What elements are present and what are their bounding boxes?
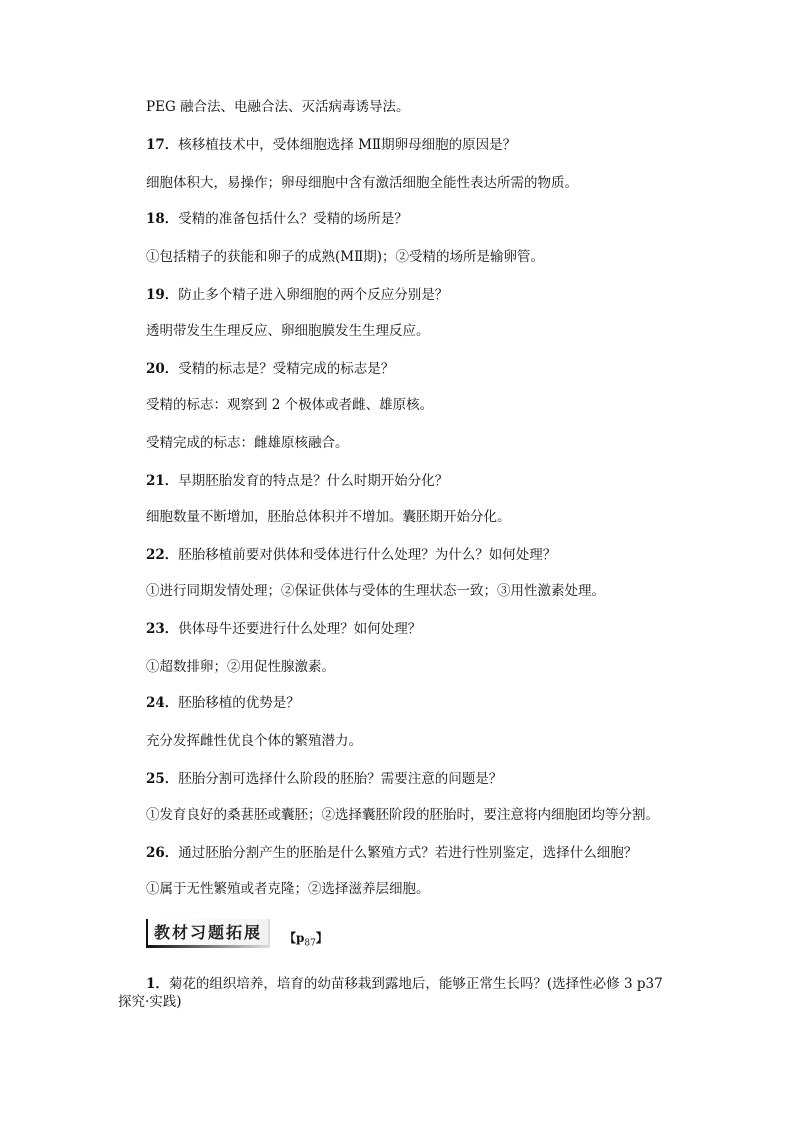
question-number: 21． [146, 473, 179, 489]
question-number: 22． [146, 547, 179, 563]
question-18 [146, 210, 408, 228]
question-text: 核移植技术中，受体细胞选择 MⅡ期卵母细胞的原因是？ [178, 137, 517, 153]
answer-text: 透明带发生生理反应、卵细胞膜发生生理反应。 [146, 323, 430, 339]
answer-text: ①属于无性繁殖或者克隆；②选择滋养层细胞。 [146, 881, 430, 897]
question-text: 早期胚胎发育的特点是？什么时期开始分化？ [178, 473, 449, 489]
question-number: 20． [146, 361, 179, 377]
question-number: 18． [146, 211, 179, 227]
question-text: 受精的准备包括什么？受精的场所是？ [178, 211, 408, 227]
section-header [146, 919, 328, 948]
question-text: 胚胎移植前要对供体和受体进行什么处理？为什么？如何处理？ [178, 547, 557, 563]
question-number: 25． [146, 771, 179, 787]
answer-text: ①包括精子的获能和卵子的成熟(MⅡ期)；②受精的场所是输卵管。 [146, 249, 545, 265]
question-text: 防止多个精子进入卵细胞的两个反应分别是？ [178, 287, 449, 303]
question-25 [146, 770, 502, 788]
question-17 [146, 136, 516, 154]
answer-text: ①进行同期发情处理；②保证供体与受体的生理状态一致；③用性激素处理。 [146, 583, 605, 599]
exercise-text-continued: 探究·实践) [118, 994, 182, 1010]
question-number: 19． [146, 287, 179, 303]
answer-text: PEG 融合法、电融合法、灭活病毒诱导法。 [146, 99, 410, 115]
question-21 [146, 472, 448, 490]
answer-text: 细胞体积大，易操作；卵母细胞中含有激活细胞全能性表达所需的物质。 [146, 175, 578, 191]
exercise-question [146, 975, 663, 993]
exercise-text: 菊花的组织培养，培育的幼苗移栽到露地后，能够正常生长吗？(选择性必修 3 p37 [168, 976, 663, 992]
answer-text: 受精完成的标志：雌雄原核融合。 [146, 435, 349, 451]
question-number: 17． [146, 137, 179, 153]
section-page-reference: 【$p_{87}$】 [284, 930, 328, 948]
question-number: 26． [146, 845, 179, 861]
question-number: 23． [146, 621, 179, 637]
question-26 [146, 844, 637, 862]
answer-text: 细胞数量不断增加，胚胎总体积并不增加。囊胚期开始分化。 [146, 509, 511, 525]
question-22 [146, 546, 556, 564]
question-text: 胚胎移植的优势是？ [178, 695, 300, 711]
question-text: 供体母牛还要进行什么处理？如何处理？ [178, 621, 422, 637]
question-20 [146, 360, 394, 378]
answer-text: 充分发挥雌性优良个体的繁殖潜力。 [146, 733, 362, 749]
question-text: 受精的标志是？受精完成的标志是？ [178, 361, 395, 377]
question-number: 24． [146, 695, 179, 711]
question-23 [146, 620, 421, 638]
section-title: 教材习题拓展 [146, 919, 270, 948]
answer-text: 受精的标志：观察到 2 个极体或者雌、雄原核。 [146, 397, 434, 413]
answer-text: ①发育良好的桑葚胚或囊胚；②选择囊胚阶段的胚胎时，要注意将内细胞团均等分割。 [146, 807, 659, 823]
answer-text: ①超数排卵；②用促性腺激素。 [146, 659, 335, 675]
question-19 [146, 286, 448, 304]
exercise-number: 1． [146, 976, 169, 992]
question-text: 胚胎分割可选择什么阶段的胚胎？需要注意的问题是？ [178, 771, 503, 787]
question-text: 通过胚胎分割产生的胚胎是什么繁殖方式？若进行性别鉴定，选择什么细胞？ [178, 845, 638, 861]
question-24 [146, 694, 300, 712]
